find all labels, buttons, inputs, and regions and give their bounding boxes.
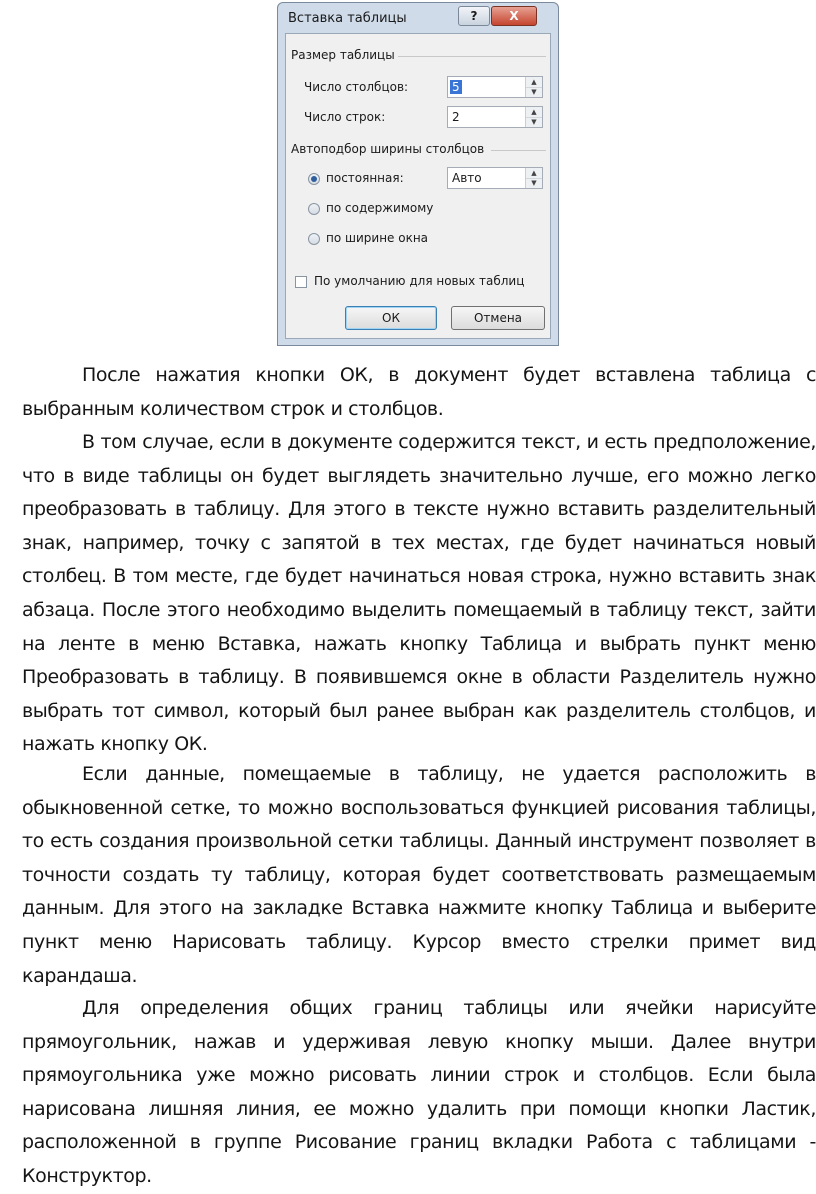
cancel-button[interactable]: Отмена	[451, 306, 545, 330]
default-for-new-tables-label: По умолчанию для новых таблиц	[314, 274, 525, 288]
columns-label: Число столбцов:	[304, 80, 409, 94]
fixed-width-label: постоянная:	[326, 171, 404, 185]
spin-up-arrow-icon[interactable]: ▲	[526, 168, 542, 179]
paragraph: В том случае, если в документе содержится текст, и есть предположение, что в виде таблицы он будет выглядеть значительно лучше, его можно легко преобразовать в таблицу. Для этого в тексте нужно вставить разделительный знак, например, точку с запятой в тех местах, где будет начинаться новый столбец. В том месте, где будет начинаться новая строка, нужно вставить знак абзаца. После этого необходимо выделить помещаемый в таблицу текст, зайти на ленте в меню Вставка, нажать кнопку Таблица и выбрать пункт меню Преобразовать в таблицу. В появившемся окне в области Разделитель нужно выбрать тот символ, который был ранее выбран как разделитель столбцов, и нажать кнопку ОК.	[22, 431, 816, 756]
spin-up-arrow-icon[interactable]: ▲	[526, 107, 542, 118]
dialog-title: Вставка таблицы	[288, 11, 407, 26]
paragraph: Если данные, помещаемые в таблицу, не удается расположить в обыкновенной сетке, то можно воспользоваться функцией рисования таблицы, то есть создания произвольной сетки таблицы. Данный инструмент позволяет в точности создать ту таблицу, которая будет соответствовать размещаемым данным. Для этого на закладке Вставка нажмите кнопку Таблица и выберите пункт меню Нарисовать таблицу. Курсор вместо стрелки примет вид карандаша.	[22, 763, 816, 987]
spin-up-arrow-icon[interactable]: ▲	[526, 77, 542, 88]
rows-label: Число строк:	[304, 110, 386, 124]
dialog-titlebar[interactable]	[278, 3, 558, 33]
close-button[interactable]: X	[491, 6, 537, 26]
dialog-client-area	[285, 33, 551, 339]
spin-down-arrow-icon[interactable]: ▼	[531, 88, 537, 96]
autofit-window-radio[interactable]	[308, 233, 320, 245]
paragraph: Для определения общих границ таблицы или ячейки нарисуйте прямоугольник, нажав и удерживая левую кнопку мыши. Далее внутри прямоугольника уже можно рисовать линии строк и столбцов. Если была нарисована лишняя линия, ее можно удалить при помощи кнопки Ластик, расположенной в группе Рисование границ вкладки Работа с таблицами - Конструктор.	[22, 997, 816, 1187]
default-for-new-tables-checkbox[interactable]	[295, 276, 307, 288]
columns-spinner[interactable]	[447, 76, 543, 98]
ok-button[interactable]: ОК	[345, 306, 437, 330]
group-divider	[398, 56, 546, 57]
fixed-width-radio[interactable]	[308, 173, 320, 185]
fixed-width-value[interactable]: Авто	[452, 171, 482, 185]
autofit-group-label: Автоподбор ширины столбцов	[291, 142, 485, 156]
table-size-group-label: Размер таблицы	[291, 48, 395, 62]
group-divider	[491, 150, 546, 151]
autofit-content-label: по содержимому	[326, 201, 434, 215]
rows-spinner[interactable]	[447, 106, 543, 128]
spin-down-arrow-icon[interactable]: ▼	[531, 118, 537, 126]
insert-table-dialog	[277, 2, 559, 346]
paragraph: После нажатия кнопки ОК, в документ будет вставлена таблица с выбранным количеством строк и столбцов.	[22, 364, 816, 420]
fixed-width-spinner[interactable]	[447, 167, 543, 189]
spin-down-arrow-icon[interactable]: ▼	[531, 179, 537, 187]
help-button[interactable]: ?	[458, 6, 490, 26]
autofit-window-label: по ширине окна	[326, 231, 429, 245]
columns-value[interactable]: 5	[452, 80, 460, 94]
autofit-content-radio[interactable]	[308, 203, 320, 215]
rows-value[interactable]: 2	[452, 110, 460, 124]
